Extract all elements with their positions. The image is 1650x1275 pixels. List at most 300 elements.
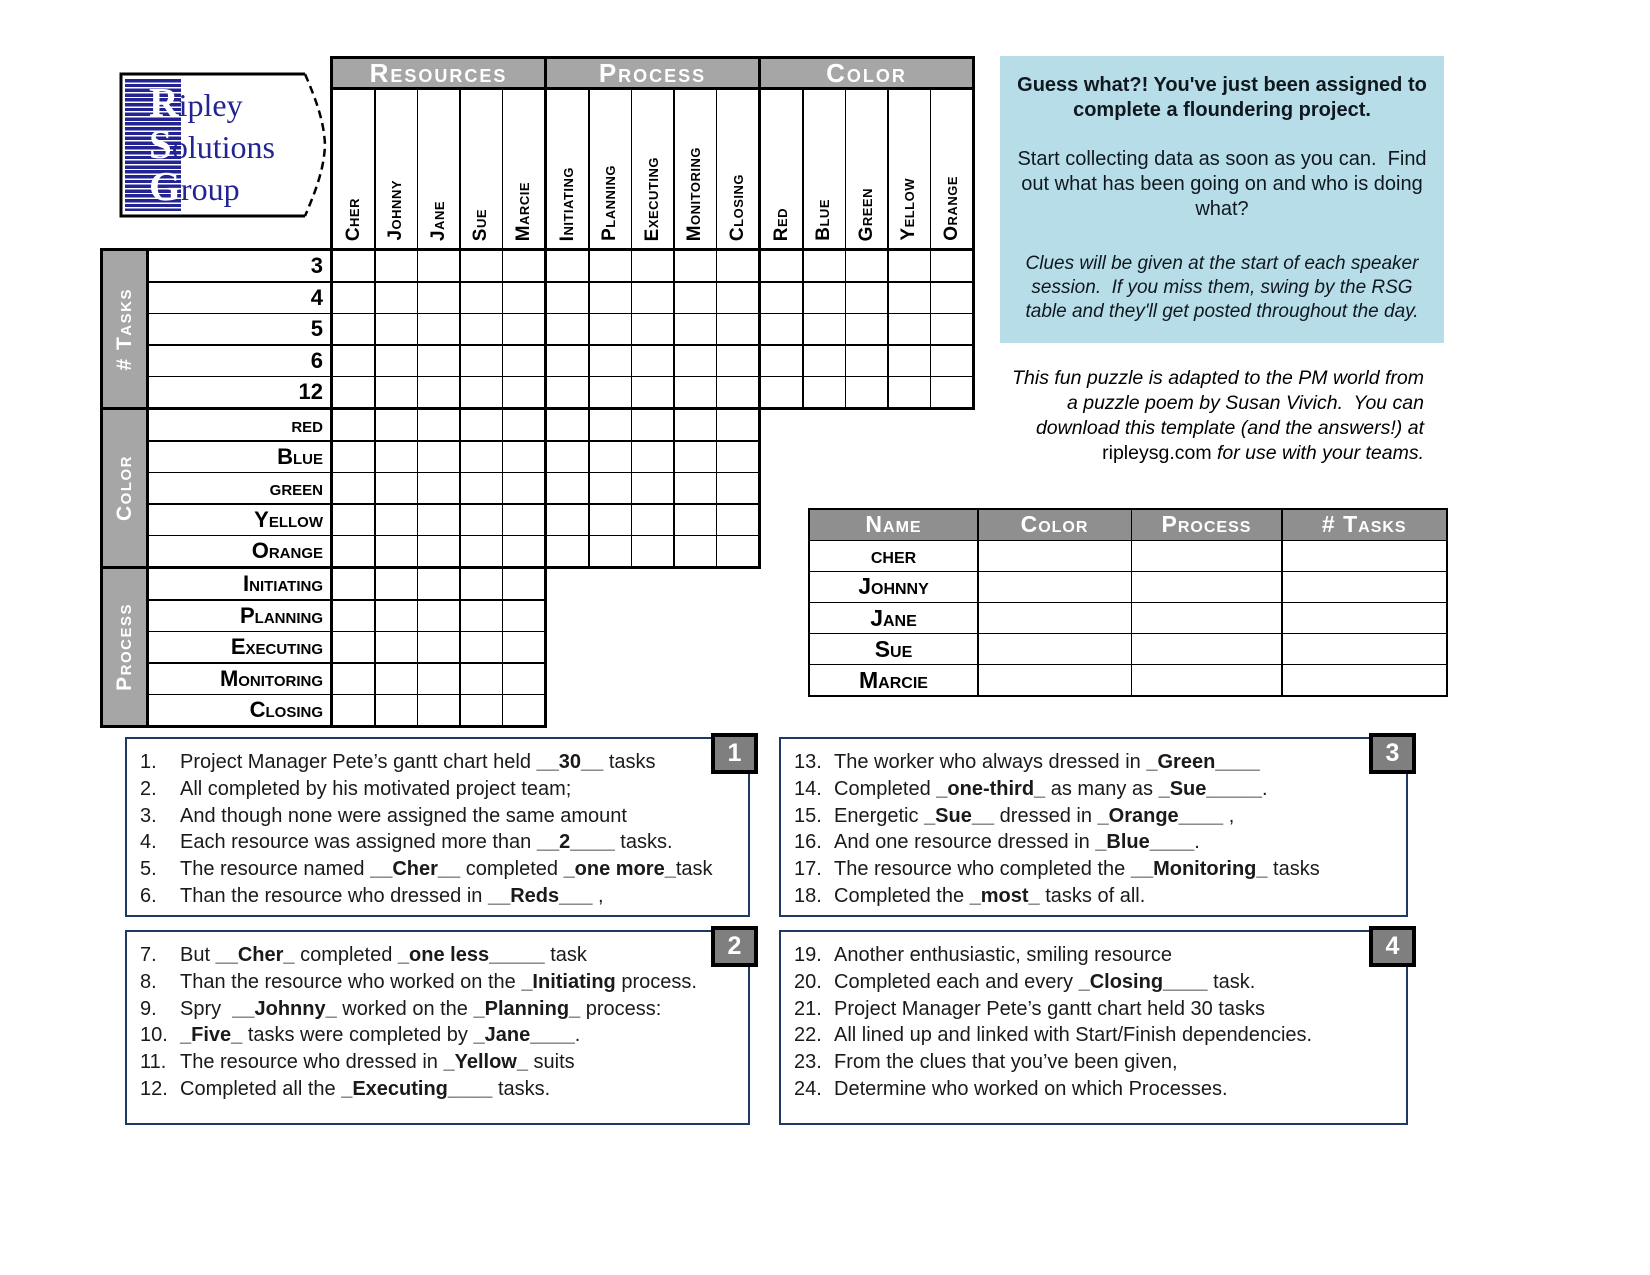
- answer-table-cell[interactable]: [1132, 541, 1281, 571]
- clue-number: 3.: [140, 804, 157, 827]
- grid-cell[interactable]: [632, 536, 673, 566]
- column-header-label: Red: [770, 207, 792, 241]
- grid-cell[interactable]: [333, 283, 374, 313]
- grid-cell[interactable]: [632, 505, 673, 535]
- row-label: 3: [149, 251, 330, 281]
- column-labels-process: [544, 87, 761, 251]
- grid-cell[interactable]: [333, 346, 374, 376]
- grid-cell[interactable]: [675, 505, 716, 535]
- grid-cell[interactable]: [418, 251, 459, 281]
- grid-cell[interactable]: [503, 664, 544, 694]
- clue-number: 23.: [794, 1051, 822, 1074]
- grid-cell[interactable]: [461, 442, 502, 472]
- grid-cell[interactable]: [418, 473, 459, 503]
- grid-cell[interactable]: [376, 377, 417, 407]
- grid-cell[interactable]: [931, 251, 972, 281]
- clue-item: [140, 856, 742, 883]
- grid-cell[interactable]: [717, 314, 758, 344]
- grid-cell[interactable]: [590, 283, 631, 313]
- grid-cell[interactable]: [418, 346, 459, 376]
- grid-cell[interactable]: [333, 473, 374, 503]
- clue-text: Determine who worked on which Processes.: [834, 1077, 1228, 1100]
- answer-table-cell[interactable]: [979, 634, 1131, 664]
- clue-item: [140, 803, 742, 830]
- rsg-logo: [118, 72, 332, 218]
- grid-cell[interactable]: [418, 442, 459, 472]
- grid-cell[interactable]: [675, 346, 716, 376]
- puzzle-block: [330, 248, 547, 410]
- grid-cell[interactable]: [931, 377, 972, 407]
- row-label: Orange: [149, 536, 330, 566]
- grid-cell[interactable]: [418, 632, 459, 662]
- clue-number: 13.: [794, 751, 822, 773]
- grid-cell[interactable]: [632, 377, 673, 407]
- grid-cell[interactable]: [846, 377, 887, 407]
- clue-item: [794, 1076, 1400, 1103]
- grid-cell[interactable]: [503, 377, 544, 407]
- grid-cell[interactable]: [590, 251, 631, 281]
- answer-table-name: Sue: [810, 634, 977, 664]
- grid-cell[interactable]: [376, 251, 417, 281]
- clue-text: All completed by his motivated project team;: [180, 777, 572, 800]
- grid-cell[interactable]: [846, 314, 887, 344]
- logo-cap: S: [149, 121, 172, 167]
- row-group-color: [100, 407, 333, 569]
- grid-cell[interactable]: [804, 377, 845, 407]
- clue-number: 11.: [140, 1051, 167, 1074]
- grid-cell[interactable]: [418, 695, 459, 725]
- grid-cell[interactable]: [675, 251, 716, 281]
- grid-cell[interactable]: [846, 283, 887, 313]
- answer-table-cell[interactable]: [979, 665, 1131, 695]
- grid-cell[interactable]: [376, 505, 417, 535]
- answer-table-name: Jane: [810, 603, 977, 633]
- grid-cell[interactable]: [461, 695, 502, 725]
- grid-cell[interactable]: [547, 473, 588, 503]
- clue-item: [794, 1022, 1400, 1049]
- row-label: Initiating: [149, 569, 330, 599]
- column-header-label: Closing: [726, 173, 748, 241]
- grid-cell[interactable]: [590, 410, 631, 440]
- logo-word: ipley: [178, 87, 243, 123]
- clue-item: [794, 829, 1400, 856]
- grid-cell[interactable]: [503, 251, 544, 281]
- grid-cell[interactable]: [376, 601, 417, 631]
- grid-cell[interactable]: [547, 442, 588, 472]
- grid-cell[interactable]: [889, 283, 930, 313]
- clue-number: 9.: [140, 997, 157, 1020]
- grid-cell[interactable]: [333, 695, 374, 725]
- grid-cell[interactable]: [376, 569, 417, 599]
- grid-cell[interactable]: [376, 632, 417, 662]
- clue-number: 18.: [794, 884, 822, 907]
- grid-cell[interactable]: [761, 314, 802, 344]
- grid-cell[interactable]: [503, 410, 544, 440]
- grid-cell[interactable]: [418, 536, 459, 566]
- row-group-process: [100, 566, 333, 728]
- clue-item: [794, 856, 1400, 883]
- puzzle-block: [544, 407, 761, 569]
- grid-cell[interactable]: [503, 346, 544, 376]
- row-group-label: Color: [112, 455, 136, 521]
- grid-cell[interactable]: [717, 536, 758, 566]
- column-header-cell: [503, 90, 544, 248]
- answer-table-name: cher: [810, 541, 977, 571]
- grid-cell[interactable]: [333, 632, 374, 662]
- clue-text: And one resource dressed in _Blue____.: [834, 831, 1200, 854]
- column-header-cell: [846, 90, 887, 248]
- clue-item: [140, 749, 742, 776]
- grid-cell[interactable]: [717, 283, 758, 313]
- grid-cell[interactable]: [761, 251, 802, 281]
- row-label: 12: [149, 377, 330, 407]
- grid-cell[interactable]: [846, 346, 887, 376]
- row-label: Monitoring: [149, 664, 330, 694]
- attribution-note: This fun puzzle is adapted to the PM world from a puzzle poem by Susan Vivich. You can download this template (and the answers!) at ripleysg.com for use with your teams.: [1012, 367, 1424, 464]
- grid-cell[interactable]: [376, 346, 417, 376]
- grid-cell[interactable]: [717, 346, 758, 376]
- grid-cell[interactable]: [931, 314, 972, 344]
- clue-item: [140, 1022, 742, 1049]
- grid-cell[interactable]: [889, 346, 930, 376]
- grid-cell[interactable]: [804, 283, 845, 313]
- grid-cell[interactable]: [503, 569, 544, 599]
- clue-item: [794, 942, 1400, 969]
- clue-text: The worker who always dressed in _Green____: [834, 751, 1260, 773]
- grid-cell[interactable]: [333, 664, 374, 694]
- clue-item: [140, 1076, 742, 1103]
- grid-cell[interactable]: [503, 632, 544, 662]
- grid-cell[interactable]: [376, 695, 417, 725]
- clue-number: 20.: [794, 970, 822, 993]
- grid-cell[interactable]: [590, 473, 631, 503]
- grid-cell[interactable]: [632, 283, 673, 313]
- logo-cap: R: [149, 79, 179, 125]
- grid-cell[interactable]: [333, 410, 374, 440]
- clue-number: 2.: [140, 777, 157, 800]
- grid-cell[interactable]: [376, 283, 417, 313]
- column-header-label: Orange: [940, 176, 962, 241]
- column-header-label: Marcie: [512, 181, 534, 241]
- column-labels-color: [758, 87, 975, 251]
- clue-box-3: [779, 737, 1408, 917]
- column-header-cell: [717, 90, 758, 248]
- grid-cell[interactable]: [333, 536, 374, 566]
- clue-text: And though none were assigned the same amount: [180, 804, 627, 827]
- answer-table-header: Name: [810, 510, 977, 540]
- grid-cell[interactable]: [333, 601, 374, 631]
- grid-cell[interactable]: [503, 536, 544, 566]
- grid-cell[interactable]: [675, 442, 716, 472]
- row-label: Executing: [149, 632, 330, 662]
- answer-table-name: Marcie: [810, 665, 977, 695]
- answer-table-cell[interactable]: [1283, 634, 1447, 664]
- grid-cell[interactable]: [461, 314, 502, 344]
- clue-text: Project Manager Pete’s gantt chart held 30 tasks: [834, 997, 1265, 1020]
- answer-table-cell[interactable]: [1132, 603, 1281, 633]
- puzzle-block: [330, 566, 547, 728]
- grid-cell[interactable]: [461, 251, 502, 281]
- clue-item: [794, 776, 1400, 803]
- grid-cell[interactable]: [418, 505, 459, 535]
- column-header-label: Initiating: [556, 166, 578, 241]
- clue-text: Completed _one-third_ as many as _Sue_____.: [834, 777, 1268, 800]
- grid-cell[interactable]: [547, 283, 588, 313]
- info-box-body: Start collecting data as soon as you can. Find out what has been going on and who is doing what?: [1017, 148, 1427, 220]
- clue-number: 4.: [140, 831, 157, 854]
- grid-cell[interactable]: [376, 664, 417, 694]
- clue-text: But __Cher_ completed _one less_____ task: [180, 944, 587, 966]
- clue-text: Than the resource who dressed in __Reds___ ,: [180, 884, 604, 907]
- clue-text: Project Manager Pete’s gantt chart held __30__ tasks: [180, 751, 656, 773]
- clue-text: From the clues that you’ve been given,: [834, 1051, 1178, 1074]
- clue-item: [140, 1049, 742, 1076]
- grid-cell[interactable]: [632, 410, 673, 440]
- column-labels-resources: [330, 87, 547, 251]
- column-header-label: Johnny: [385, 180, 406, 241]
- clue-text: Than the resource who worked on the _Initiating process.: [180, 970, 697, 993]
- grid-cell[interactable]: [632, 346, 673, 376]
- grid-cell[interactable]: [931, 346, 972, 376]
- grid-cell[interactable]: [889, 251, 930, 281]
- clue-text: The resource who dressed in _Yellow_ suits: [180, 1051, 575, 1074]
- grid-cell[interactable]: [376, 410, 417, 440]
- grid-cell[interactable]: [590, 505, 631, 535]
- grid-cell[interactable]: [931, 283, 972, 313]
- grid-cell[interactable]: [503, 442, 544, 472]
- clue-number: 1.: [140, 751, 157, 773]
- clue-number: 24.: [794, 1077, 822, 1100]
- answer-table-cell[interactable]: [1132, 665, 1281, 695]
- column-header-cell: [376, 90, 417, 248]
- answer-table-name: Johnny: [810, 572, 977, 602]
- grid-cell[interactable]: [461, 377, 502, 407]
- clue-text: Each resource was assigned more than __2____ tasks.: [180, 831, 673, 854]
- clue-item: [794, 969, 1400, 996]
- grid-cell[interactable]: [503, 601, 544, 631]
- grid-cell[interactable]: [717, 505, 758, 535]
- row-label: Yellow: [149, 505, 330, 535]
- clue-box-2: [125, 930, 750, 1125]
- clue-text: Completed the _most_ tasks of all.: [834, 884, 1146, 907]
- grid-cell[interactable]: [418, 283, 459, 313]
- answer-table-cell[interactable]: [1283, 541, 1447, 571]
- clue-number: 6.: [140, 884, 157, 907]
- grid-cell[interactable]: [804, 251, 845, 281]
- clue-item: [140, 942, 742, 969]
- grid-cell[interactable]: [675, 314, 716, 344]
- column-header-cell: [418, 90, 459, 248]
- answer-table-cell[interactable]: [1283, 572, 1447, 602]
- grid-cell[interactable]: [675, 377, 716, 407]
- grid-cell[interactable]: [461, 346, 502, 376]
- grid-cell[interactable]: [333, 505, 374, 535]
- grid-cell[interactable]: [418, 664, 459, 694]
- grid-cell[interactable]: [333, 314, 374, 344]
- grid-cell[interactable]: [675, 283, 716, 313]
- answer-table-header: Process: [1132, 510, 1281, 540]
- grid-cell[interactable]: [418, 601, 459, 631]
- row-label: 6: [149, 346, 330, 376]
- grid-cell[interactable]: [418, 377, 459, 407]
- clue-text: _Five_ tasks were completed by _Jane____.: [180, 1024, 581, 1047]
- grid-cell[interactable]: [717, 251, 758, 281]
- logo-word: roup: [180, 171, 240, 207]
- grid-cell[interactable]: [503, 283, 544, 313]
- clue-text: Spry __Johnny_ worked on the _Planning_ process:: [180, 997, 662, 1020]
- answer-table-header: Color: [979, 510, 1131, 540]
- grid-cell[interactable]: [547, 314, 588, 344]
- clue-text: Completed all the _Executing____ tasks.: [180, 1077, 551, 1100]
- column-header-label: Planning: [599, 165, 620, 241]
- grid-cell[interactable]: [333, 442, 374, 472]
- grid-cell[interactable]: [503, 505, 544, 535]
- grid-cell[interactable]: [547, 536, 588, 566]
- clue-item: [140, 996, 742, 1023]
- grid-cell[interactable]: [590, 377, 631, 407]
- clue-text: Completed each and every _Closing____ task.: [834, 970, 1256, 993]
- row-group-label: Process: [112, 603, 136, 691]
- grid-cell[interactable]: [503, 473, 544, 503]
- clue-number: 8.: [140, 970, 157, 993]
- answer-table: [808, 508, 1448, 697]
- grid-cell[interactable]: [333, 377, 374, 407]
- clue-number: 22.: [794, 1024, 822, 1047]
- answer-table-cell[interactable]: [1132, 634, 1281, 664]
- grid-cell[interactable]: [547, 251, 588, 281]
- clue-number: 5.: [140, 858, 157, 881]
- logo-outline: [118, 72, 332, 218]
- grid-cell[interactable]: [461, 664, 502, 694]
- grid-cell[interactable]: [503, 314, 544, 344]
- clue-item: [140, 969, 742, 996]
- grid-cell[interactable]: [547, 377, 588, 407]
- answer-table-cell[interactable]: [1283, 603, 1447, 633]
- column-header-label: Blue: [813, 199, 834, 241]
- answer-table-cell[interactable]: [1132, 572, 1281, 602]
- clue-box-1-badge: 1: [711, 733, 758, 774]
- grid-cell[interactable]: [675, 410, 716, 440]
- grid-cell[interactable]: [461, 473, 502, 503]
- grid-cell[interactable]: [590, 314, 631, 344]
- clue-item: [794, 749, 1400, 776]
- grid-cell[interactable]: [632, 251, 673, 281]
- grid-cell[interactable]: [846, 251, 887, 281]
- column-header-cell: [547, 90, 588, 248]
- answer-table-header: # Tasks: [1283, 510, 1447, 540]
- grid-cell[interactable]: [461, 536, 502, 566]
- grid-cell[interactable]: [547, 505, 588, 535]
- grid-cell[interactable]: [675, 536, 716, 566]
- column-header-label: Jane: [427, 200, 449, 241]
- row-label: Blue: [149, 442, 330, 472]
- column-header-cell: [761, 90, 802, 248]
- grid-cell[interactable]: [418, 569, 459, 599]
- grid-cell[interactable]: [717, 473, 758, 503]
- grid-cell[interactable]: [632, 473, 673, 503]
- answer-table-cell[interactable]: [979, 541, 1131, 571]
- grid-cell[interactable]: [590, 536, 631, 566]
- grid-cell[interactable]: [889, 377, 930, 407]
- clue-box-4-badge: 4: [1369, 926, 1416, 967]
- grid-cell[interactable]: [333, 251, 374, 281]
- grid-cell[interactable]: [418, 314, 459, 344]
- grid-cell[interactable]: [761, 283, 802, 313]
- answer-table-cell[interactable]: [1283, 665, 1447, 695]
- clue-number: 14.: [794, 777, 822, 800]
- column-group-header-color: [758, 56, 975, 90]
- column-group-header-resources: [330, 56, 547, 90]
- clue-item: [794, 1049, 1400, 1076]
- column-header-cell: [461, 90, 502, 248]
- row-group-label: # Tasks: [112, 287, 136, 371]
- grid-cell[interactable]: [547, 410, 588, 440]
- grid-cell[interactable]: [717, 377, 758, 407]
- row-label: 4: [149, 283, 330, 313]
- grid-cell[interactable]: [376, 473, 417, 503]
- grid-cell[interactable]: [804, 314, 845, 344]
- grid-cell[interactable]: [889, 314, 930, 344]
- grid-cell[interactable]: [632, 442, 673, 472]
- grid-cell[interactable]: [590, 442, 631, 472]
- puzzle-block: [758, 248, 975, 410]
- column-header-label: Executing: [641, 156, 663, 241]
- clue-number: 17.: [794, 858, 822, 881]
- column-header-label: Yellow: [898, 178, 919, 241]
- clue-number: 15.: [794, 804, 822, 827]
- grid-cell[interactable]: [461, 410, 502, 440]
- grid-cell[interactable]: [547, 346, 588, 376]
- column-header-cell: [675, 90, 716, 248]
- grid-cell[interactable]: [804, 346, 845, 376]
- clue-number: 12.: [140, 1077, 168, 1100]
- grid-cell[interactable]: [376, 442, 417, 472]
- grid-cell[interactable]: [503, 695, 544, 725]
- grid-cell[interactable]: [590, 346, 631, 376]
- column-header-cell: [889, 90, 930, 248]
- grid-cell[interactable]: [761, 346, 802, 376]
- clue-item: [794, 883, 1400, 910]
- clue-item: [794, 996, 1400, 1023]
- grid-cell[interactable]: [632, 314, 673, 344]
- grid-cell[interactable]: [461, 601, 502, 631]
- column-header-cell: [931, 90, 972, 248]
- grid-cell[interactable]: [761, 377, 802, 407]
- clue-box-1: [125, 737, 750, 917]
- column-header-label: Monitoring: [684, 146, 705, 241]
- answer-table-cell[interactable]: [979, 572, 1131, 602]
- grid-cell[interactable]: [376, 314, 417, 344]
- grid-cell[interactable]: [461, 569, 502, 599]
- grid-cell[interactable]: [461, 283, 502, 313]
- column-group-header-process: [544, 56, 761, 90]
- grid-cell[interactable]: [675, 473, 716, 503]
- grid-cell[interactable]: [376, 536, 417, 566]
- grid-cell[interactable]: [333, 569, 374, 599]
- clue-box-2-badge: 2: [711, 926, 758, 967]
- grid-cell[interactable]: [461, 505, 502, 535]
- grid-cell[interactable]: [418, 410, 459, 440]
- column-header-cell: [632, 90, 673, 248]
- grid-cell[interactable]: [717, 410, 758, 440]
- clue-text: The resource named __Cher__ completed _one more_task: [180, 858, 713, 881]
- row-group-tasks: [100, 248, 333, 410]
- grid-cell[interactable]: [461, 632, 502, 662]
- answer-table-cell[interactable]: [979, 603, 1131, 633]
- clue-item: [794, 803, 1400, 830]
- info-box-italic: Clues will be given at the start of each speaker session. If you miss them, swing by the RSG table and they'll get posted throughout the day.: [1025, 253, 1419, 322]
- grid-cell[interactable]: [717, 442, 758, 472]
